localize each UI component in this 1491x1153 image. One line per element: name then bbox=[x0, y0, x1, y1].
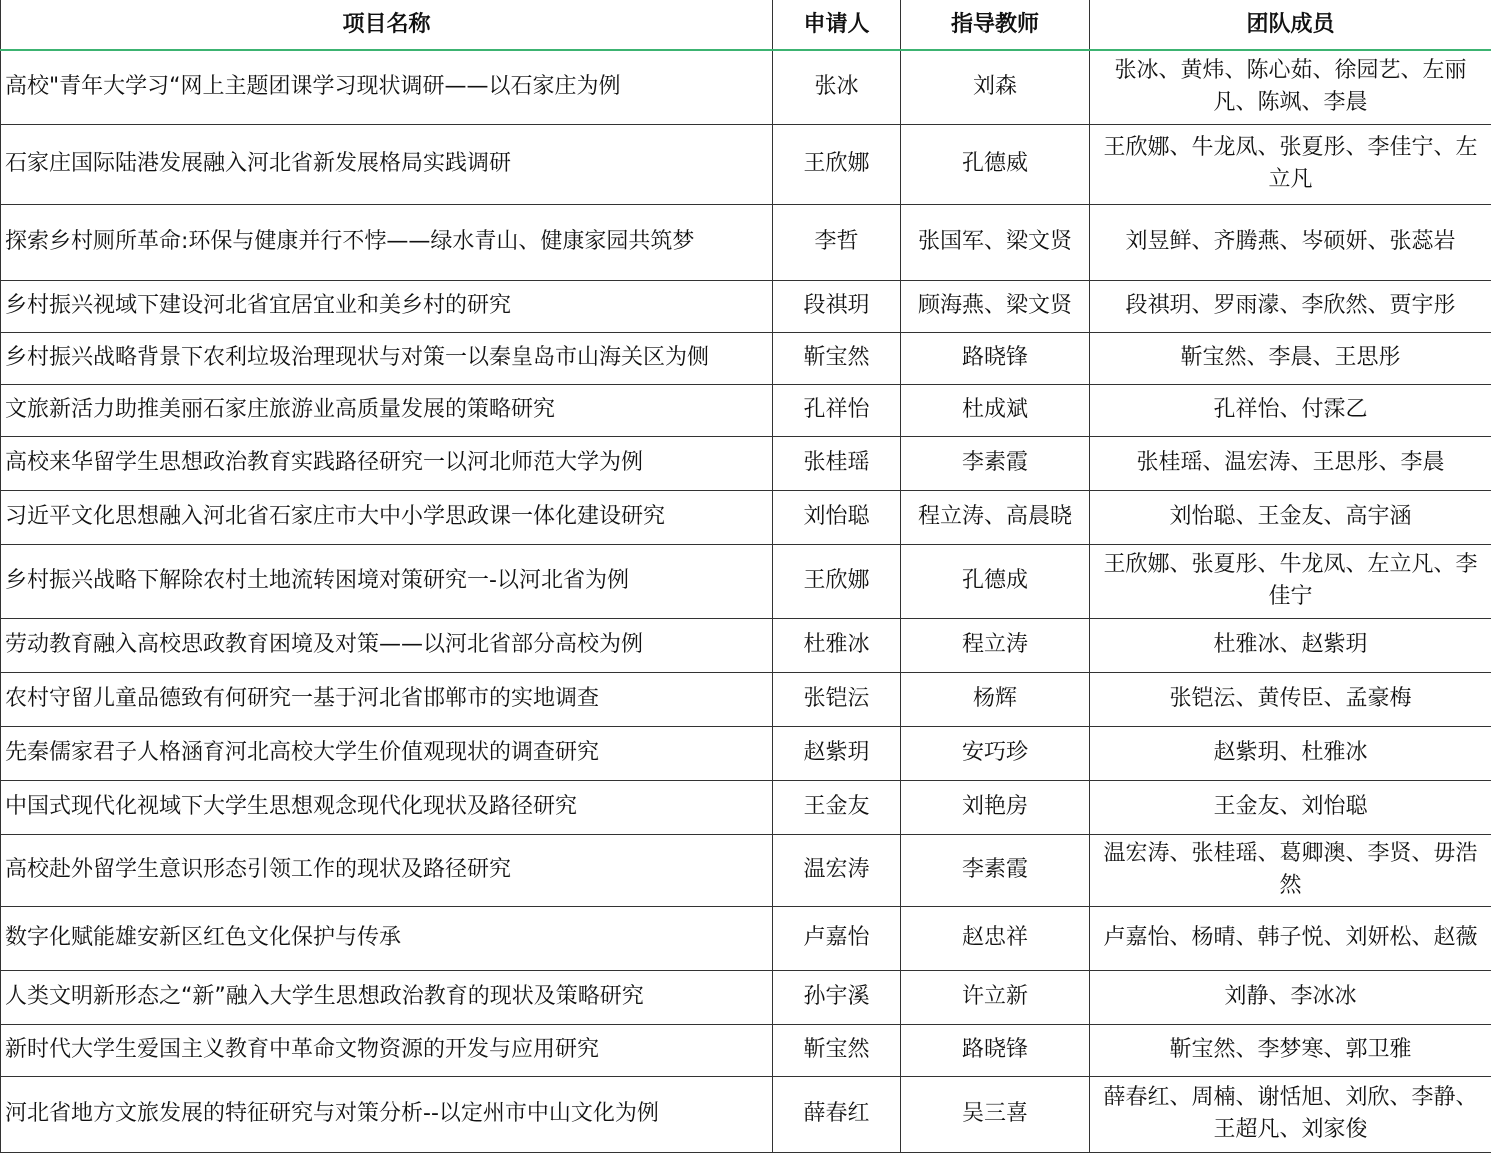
header-team-members: 团队成员 bbox=[1090, 0, 1491, 50]
cell-team-members: 王欣娜、张夏彤、牛龙凤、左立凡、李佳宁 bbox=[1090, 544, 1491, 618]
table-row bbox=[1, 726, 1491, 780]
table-row bbox=[1, 970, 1491, 1024]
cell-project-name: 高校赴外留学生意识形态引领工作的现状及路径研究 bbox=[1, 834, 773, 906]
header-applicant: 申请人 bbox=[773, 0, 901, 50]
cell-team-members: 孔祥怡、付霂乙 bbox=[1090, 384, 1491, 436]
cell-team-members: 段祺玥、罗雨濛、李欣然、贾宇彤 bbox=[1090, 280, 1491, 332]
table-row bbox=[1, 1024, 1491, 1076]
cell-project-name: 乡村振兴战略背景下农利垃圾治理现状与对策一以秦皇岛市山海关区为侧 bbox=[1, 332, 773, 384]
table-row bbox=[1, 436, 1491, 490]
cell-project-name: 数字化赋能雄安新区红色文化保护与传承 bbox=[1, 906, 773, 970]
cell-applicant: 张桂瑶 bbox=[773, 436, 901, 490]
cell-advisor: 李素霞 bbox=[901, 834, 1090, 906]
cell-applicant: 张铠沄 bbox=[773, 672, 901, 726]
header-advisor: 指导教师 bbox=[901, 0, 1090, 50]
cell-advisor: 李素霞 bbox=[901, 436, 1090, 490]
cell-project-name: 先秦儒家君子人格涵育河北高校大学生价值观现状的调查研究 bbox=[1, 726, 773, 780]
cell-project-name: 石家庄国际陆港发展融入河北省新发展格局实践调研 bbox=[1, 124, 773, 204]
cell-project-name: 劳动教育融入高校思政教育困境及对策——以河北省部分高校为例 bbox=[1, 618, 773, 672]
header-row bbox=[1, 0, 1491, 50]
cell-advisor: 杨辉 bbox=[901, 672, 1090, 726]
cell-team-members: 靳宝然、李梦寒、郭卫雅 bbox=[1090, 1024, 1491, 1076]
cell-team-members: 薛春红、周楠、谢恬旭、刘欣、李静、王超凡、刘家俊 bbox=[1090, 1076, 1491, 1152]
cell-applicant: 赵紫玥 bbox=[773, 726, 901, 780]
cell-project-name: 新时代大学生爱国主义教育中革命文物资源的开发与应用研究 bbox=[1, 1024, 773, 1076]
cell-project-name: 探索乡村厕所革命:环保与健康并行不悖——绿水青山、健康家园共筑梦 bbox=[1, 204, 773, 280]
cell-advisor: 刘森 bbox=[901, 50, 1090, 124]
cell-project-name: 乡村振兴视域下建设河北省宜居宜业和美乡村的研究 bbox=[1, 280, 773, 332]
cell-project-name: 文旅新活力助推美丽石家庄旅游业高质量发展的策略研究 bbox=[1, 384, 773, 436]
cell-applicant: 李哲 bbox=[773, 204, 901, 280]
table-row bbox=[1, 384, 1491, 436]
cell-project-name: 高校来华留学生思想政治教育实践路径研究一以河北师范大学为例 bbox=[1, 436, 773, 490]
cell-advisor: 赵忠祥 bbox=[901, 906, 1090, 970]
cell-applicant: 刘怡聪 bbox=[773, 490, 901, 544]
cell-advisor: 安巧珍 bbox=[901, 726, 1090, 780]
table-row bbox=[1, 50, 1491, 124]
table-row bbox=[1, 280, 1491, 332]
cell-applicant: 王欣娜 bbox=[773, 544, 901, 618]
cell-team-members: 刘怡聪、王金友、高宇涵 bbox=[1090, 490, 1491, 544]
cell-project-name: 河北省地方文旅发展的特征研究与对策分析--以定州市中山文化为例 bbox=[1, 1076, 773, 1152]
cell-applicant: 靳宝然 bbox=[773, 1024, 901, 1076]
table-row bbox=[1, 672, 1491, 726]
cell-applicant: 靳宝然 bbox=[773, 332, 901, 384]
cell-advisor: 杜成斌 bbox=[901, 384, 1090, 436]
cell-team-members: 赵紫玥、杜雅冰 bbox=[1090, 726, 1491, 780]
cell-advisor: 路晓锋 bbox=[901, 332, 1090, 384]
cell-advisor: 刘艳房 bbox=[901, 780, 1090, 834]
cell-team-members: 刘昱鲜、齐腾燕、岑硕妍、张蕊岩 bbox=[1090, 204, 1491, 280]
cell-team-members: 张铠沄、黄传臣、孟豪梅 bbox=[1090, 672, 1491, 726]
table-row bbox=[1, 834, 1491, 906]
cell-advisor: 孔德成 bbox=[901, 544, 1090, 618]
cell-team-members: 王欣娜、牛龙凤、张夏彤、李佳宁、左立凡 bbox=[1090, 124, 1491, 204]
table-row bbox=[1, 780, 1491, 834]
cell-advisor: 路晓锋 bbox=[901, 1024, 1090, 1076]
cell-applicant: 杜雅冰 bbox=[773, 618, 901, 672]
cell-team-members: 杜雅冰、赵紫玥 bbox=[1090, 618, 1491, 672]
table-row bbox=[1, 124, 1491, 204]
cell-advisor: 吴三喜 bbox=[901, 1076, 1090, 1152]
cell-applicant: 王欣娜 bbox=[773, 124, 901, 204]
cell-applicant: 薛春红 bbox=[773, 1076, 901, 1152]
cell-advisor: 张国军、梁文贤 bbox=[901, 204, 1090, 280]
cell-team-members: 张桂瑶、温宏涛、王思彤、李晨 bbox=[1090, 436, 1491, 490]
cell-project-name: 农村守留儿童品德致有何研究一基于河北省邯郸市的实地调查 bbox=[1, 672, 773, 726]
cell-team-members: 王金友、刘怡聪 bbox=[1090, 780, 1491, 834]
cell-advisor: 程立涛、高晨晓 bbox=[901, 490, 1090, 544]
cell-applicant: 张冰 bbox=[773, 50, 901, 124]
cell-team-members: 卢嘉怡、杨晴、韩子悦、刘妍松、赵薇 bbox=[1090, 906, 1491, 970]
table-row bbox=[1, 906, 1491, 970]
header-project-name: 项目名称 bbox=[1, 0, 773, 50]
table-row bbox=[1, 1076, 1491, 1152]
cell-team-members: 温宏涛、张桂瑶、葛卿澳、李贤、毋浩然 bbox=[1090, 834, 1491, 906]
table-row bbox=[1, 618, 1491, 672]
cell-applicant: 孙宇溪 bbox=[773, 970, 901, 1024]
cell-team-members: 刘静、李冰冰 bbox=[1090, 970, 1491, 1024]
cell-team-members: 张冰、黄炜、陈心茹、徐园艺、左丽凡、陈飒、李晨 bbox=[1090, 50, 1491, 124]
cell-team-members: 靳宝然、李晨、王思彤 bbox=[1090, 332, 1491, 384]
cell-applicant: 王金友 bbox=[773, 780, 901, 834]
cell-project-name: 高校"青年大学习“网上主题团课学习现状调研——以石家庄为例 bbox=[1, 50, 773, 124]
cell-advisor: 许立新 bbox=[901, 970, 1090, 1024]
table-row bbox=[1, 332, 1491, 384]
cell-project-name: 习近平文化思想融入河北省石家庄市大中小学思政课一体化建设研究 bbox=[1, 490, 773, 544]
cell-advisor: 孔德威 bbox=[901, 124, 1090, 204]
cell-advisor: 程立涛 bbox=[901, 618, 1090, 672]
table-body bbox=[1, 50, 1491, 1152]
cell-applicant: 温宏涛 bbox=[773, 834, 901, 906]
cell-applicant: 段祺玥 bbox=[773, 280, 901, 332]
table-row bbox=[1, 490, 1491, 544]
cell-project-name: 乡村振兴战略下解除农村土地流转困境对策研究一-以河北省为例 bbox=[1, 544, 773, 618]
cell-applicant: 孔祥怡 bbox=[773, 384, 901, 436]
table-row bbox=[1, 204, 1491, 280]
table-row bbox=[1, 544, 1491, 618]
cell-project-name: 人类文明新形态之“新”融入大学生思想政治教育的现状及策略研究 bbox=[1, 970, 773, 1024]
cell-project-name: 中国式现代化视域下大学生思想观念现代化现状及路径研究 bbox=[1, 780, 773, 834]
cell-applicant: 卢嘉怡 bbox=[773, 906, 901, 970]
cell-advisor: 顾海燕、梁文贤 bbox=[901, 280, 1090, 332]
